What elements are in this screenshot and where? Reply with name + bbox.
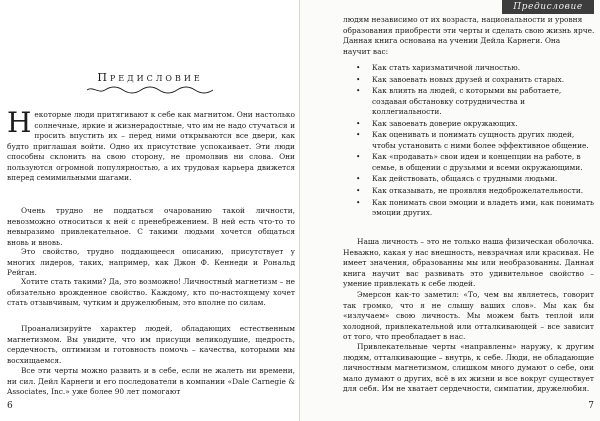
list-item: • Как действовать, общаясь с трудными людьми. [356,174,558,184]
paragraph: Проанализируйте характер людей, обладающих естественным магнетизмом. Вы увидите, что им присущи великодушие, щедрость, сердечность, оптимизм и готовность помочь – качества, которыми мы восхищаемся. [7,324,295,365]
list-item: • Как стать харизматичной личностью. [356,63,521,72]
paragraph: Эмерсон как-то заметил: «То, чем вы являетесь, говорит так громко, что я не слышу ваших слов». Мы как бы «излучаем» свою личность. Мы можем быть теплой или холодной, привлекательной или отталкивающей – все зависит от того, что преобладает в нас. [343,290,594,342]
page-number-right: 7 [588,401,594,411]
bullet-icon: • [356,152,361,162]
list-item: • Как завоевать доверие окружающих. [356,118,518,128]
text-line: образования приобрести эти черты и сделать свою жизнь ярче. [343,25,595,35]
paragraph: Наша личность – это не только наша физическая оболочка. Неважно, какая у нас внешность, невзрачная или красивая. Не имеет значения, образованны мы или необразованны. Данная книга научит вас развивать это удивительное свойство – умение привлекать к себе людей. [343,237,594,289]
dropcap-letter: Н [7,106,32,139]
page-title: Предисловие [97,71,203,84]
text-line: людям независимо от их возраста, национальности и уровня [343,15,583,24]
paragraph: Это свойство, трудно поддающееся описанию, присутствует у многих лидеров, таких, например, как Джон Ф. Кеннеди и Рональд Рейган. [7,247,295,278]
bullet-icon: • [356,186,361,196]
list-item: • Как влиять на людей, с которыми вы работаете, создавая обстановку сотрудничества и коллегиальности. [356,86,562,117]
bullet-icon: • [356,197,361,207]
bullet-icon: • [356,74,361,84]
text-line: Данная книга основана на учении Дейла Карнеги. Она [343,36,561,45]
bullet-icon: • [356,130,361,140]
paragraph: Привлекательные черты «направлены» наружу, к другим людям, отталкивающие – внутрь, к себе. Люди, не обладающие личностным магнетизмом, слишком много думают о себе, они мало думают о других, всё в их жизни и все вокруг существует для себя. Им не хватает сердечности, симпатии, дружелюбия. [343,342,594,394]
page-number-left: 6 [7,401,13,411]
paragraph: Хотите стать такими? Да, это возможно! Личностный магнетизм – не обязательно врожденное свойство. Каждому, кто по-настоящему хочет стать отзывчивым, чутким и дружелюбным, это вполне по силам. [7,277,295,308]
paragraph: Все эти черты можно развить и в себе, если не жалеть ни времени, ни сил. Дейл Карнеги и его последователи в компании «Dale Carnegie & Associates, Inc.» уже более 90 лет помогают [7,366,295,397]
bullet-list [356,63,594,220]
paragraph-intro: Некоторые люди притягивают к себе как магнитом. Они настолько солнечные, яркие и жизнерадостные, что им не надо стучаться и просить впустить их – перед ними открываются все двери, как будто приглашая войти. Одно их присутствие успокаивает. Эти люди способны склонить на свою сторону, не промолвив ни слова. Они пользуются огромной популярностью, а их трудовая карьера движется вперед семимильными шагами. [7,106,295,183]
bullet-icon: • [356,118,361,128]
list-item: • Как завоевать новых друзей и сохранить старых. [356,74,565,84]
running-header: Предисловие [502,0,594,14]
bullet-icon: • [356,63,361,72]
list-item: • Как «продавать» свои идеи и концепции на работе, в семье, в общении с друзьями и всеми окружающими. [356,152,583,172]
list-item: • Как оценивать и понимать сущность других людей, чтобы установить с ними более эффективное общение. [356,130,589,150]
list-item: • Как понимать свои эмоции и владеть ими, как понимать эмоции других. [356,197,594,218]
bullet-icon: • [356,174,361,184]
title-ornament [85,86,215,94]
list-item: • Как отказывать, не проявляя недоброжелательности. [356,186,584,196]
text-line: научит вас: [343,46,389,56]
bullet-icon: • [356,86,361,96]
paragraph: Очень трудно не поддаться очарованию такой личности, невозможно относиться к ней с пренебрежением. В ней есть что-то то невыразимо привлекательное. С такими людьми хочется общаться вновь и вновь. [7,206,295,247]
